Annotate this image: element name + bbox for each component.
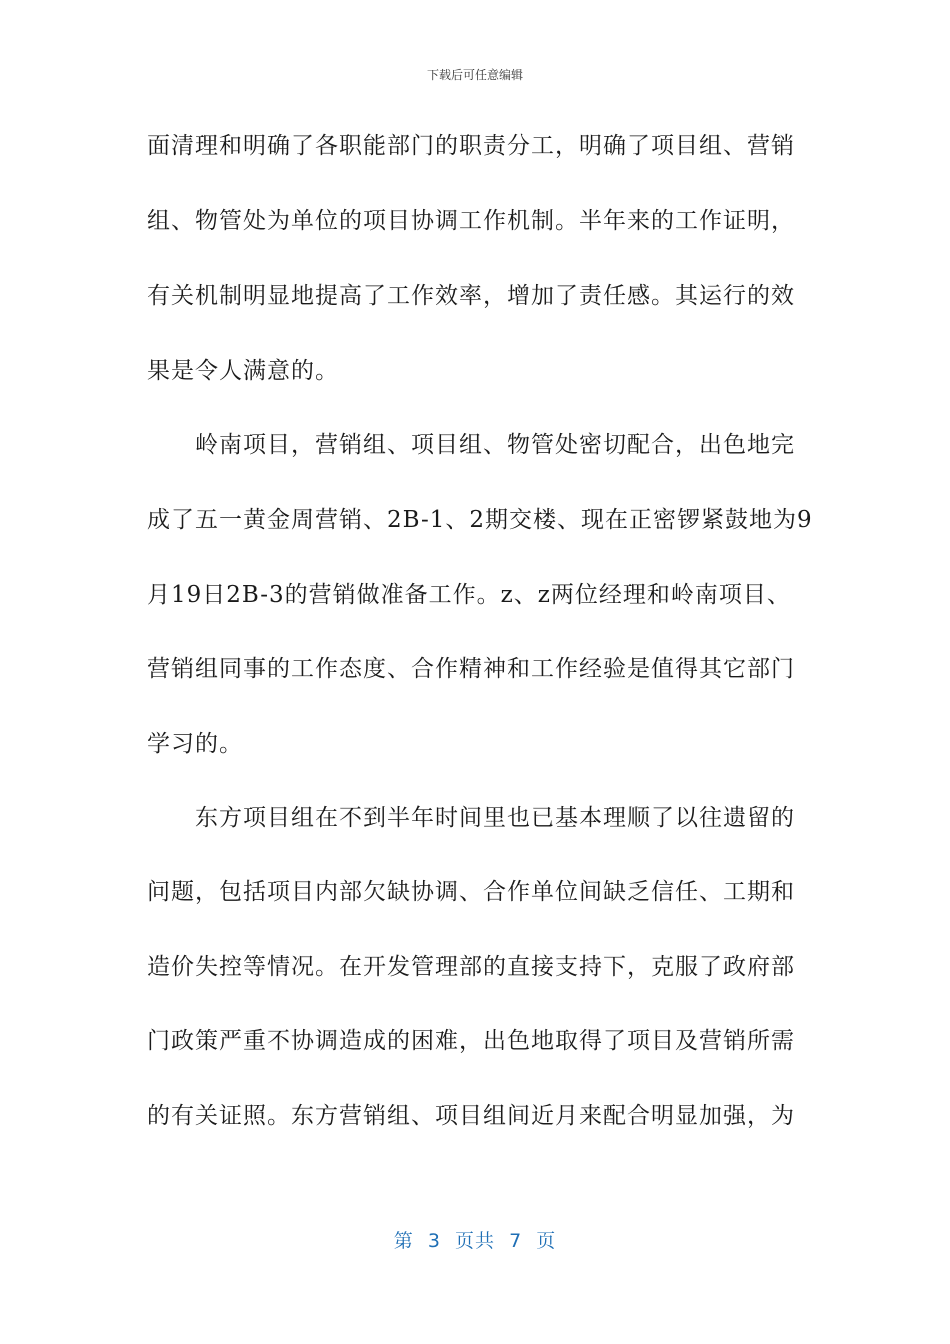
text-line: 造价失控等情况。在开发管理部的直接支持下，克服了政府部 bbox=[147, 954, 795, 980]
text-line: 岭南项目，营销组、项目组、物管处密切配合，出色地完 bbox=[147, 432, 795, 458]
text-line: 有关机制明显地提高了工作效率，增加了责任感。其运行的效 bbox=[147, 283, 795, 309]
text-line: 月19日2B-3的营销做准备工作。z、z两位经理和岭南项目、 bbox=[147, 582, 791, 608]
text-line: 门政策严重不协调造成的困难，出色地取得了项目及营销所需 bbox=[147, 1028, 795, 1054]
text-line: 面清理和明确了各职能部门的职责分工，明确了项目组、营销 bbox=[147, 133, 795, 159]
text-line: 组、物管处为单位的项目协调工作机制。半年来的工作证明， bbox=[147, 208, 795, 234]
text-line: 果是令人满意的。 bbox=[147, 358, 339, 384]
text-line: 东方项目组在不到半年时间里也已基本理顺了以往遗留的 bbox=[147, 805, 795, 831]
page-number-label: 第 3 页共 7 页 bbox=[393, 1230, 557, 1252]
text-line: 成了五一黄金周营销、2B-1、2期交楼、现在正密锣紧鼓地为9 bbox=[147, 507, 813, 533]
text-line: 学习的。 bbox=[147, 731, 243, 757]
text-line: 营销组同事的工作态度、合作精神和工作经验是值得其它部门 bbox=[147, 656, 795, 682]
page-footer bbox=[0, 1226, 950, 1253]
text-line: 的有关证照。东方营销组、项目组间近月来配合明显加强，为 bbox=[147, 1103, 795, 1129]
page-header-note: 下载后可任意编辑 bbox=[426, 68, 523, 82]
text-line: 问题，包括项目内部欠缺协调、合作单位间缺乏信任、工期和 bbox=[147, 879, 795, 905]
